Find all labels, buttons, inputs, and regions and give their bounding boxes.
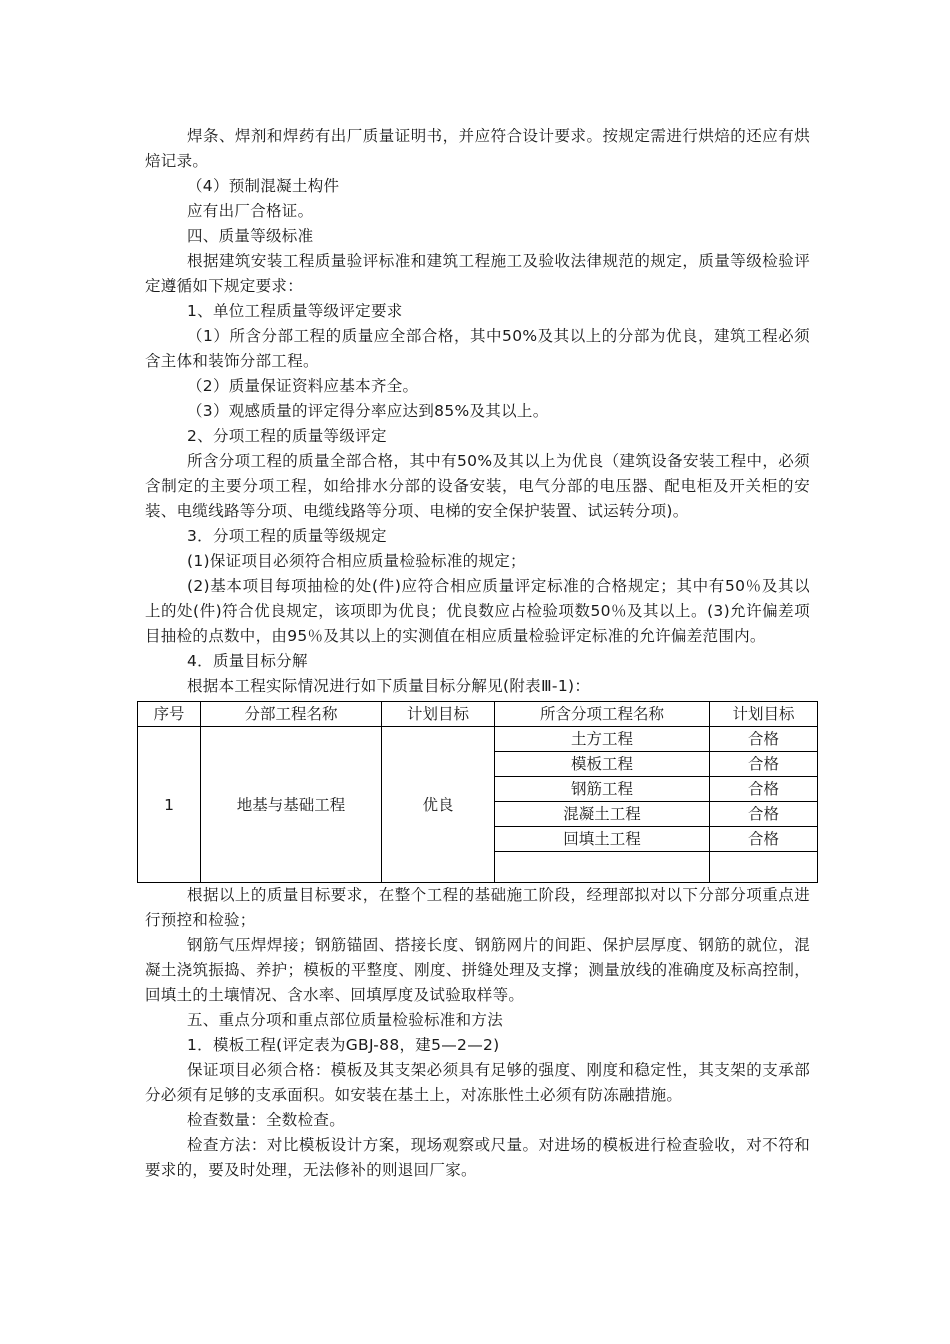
header-cell: 计划目标 (382, 702, 495, 727)
section-heading: 四、质量等级标准 (187, 227, 314, 245)
item-target-cell: 合格 (710, 777, 818, 802)
row-number-cell: 1 (138, 727, 201, 883)
item-name-cell: 回填土工程 (495, 827, 710, 852)
subsection-heading: 4．质量目标分解 (187, 652, 308, 670)
item-name-cell (495, 852, 710, 883)
paragraph: 所含分项工程的质量全部合格，其中有50%及其以上为优良（建筑设备安装工程中，必须含制定的主要分项工程，如给排水分部的设备安装，电气分部的电压器、配电柜及开关柜的安装、电缆线路等分项、电缆线路等分项、电梯的安全保护装置、试运转分项)。 (145, 452, 810, 520)
division-target-cell: 优良 (382, 727, 495, 883)
item-target-cell: 合格 (710, 827, 818, 852)
document-page (145, 124, 810, 1183)
paragraph: 焊条、焊剂和焊药有出厂质量证明书，并应符合设计要求。按规定需进行烘焙的还应有烘焙记录。 (145, 127, 810, 170)
paragraph: 检查数量：全数检查。 (187, 1111, 346, 1129)
paragraph: (2)基本项目每项抽检的处(件)应符合相应质量评定标准的合格规定；其中有50％及其以上的处(件)符合优良规定，该项即为优良；优良数应占检验项数50％及其以上。(3)允许偏差项目抽检的点数中，由95％及其以上的实测值在相应质量检验评定标准的允许偏差范围内。 (145, 577, 810, 645)
paragraph: （4）预制混凝土构件 (187, 177, 340, 195)
subsection-heading: 1、单位工程质量等级评定要求 (187, 302, 403, 320)
paragraph: （3）观感质量的评定得分率应达到85%及其以上。 (187, 402, 549, 420)
item-name-cell: 土方工程 (495, 727, 710, 752)
paragraph: (1)保证项目必须符合相应质量检验标准的规定； (187, 552, 526, 570)
section-heading: 五、重点分项和重点部位质量检验标准和方法 (187, 1011, 504, 1029)
paragraph: 钢筋气压焊焊接；钢筋锚固、搭接长度、钢筋网片的间距、保护层厚度、钢筋的就位，混凝土浇筑振捣、养护；模板的平整度、刚度、拼缝处理及支撑；测量放线的准确度及标高控制，回填土的土壤情况、含水率、回填厚度及试验取样等。 (145, 936, 810, 1004)
table-row (138, 727, 818, 752)
subsection-heading: 3．分项工程的质量等级规定 (187, 527, 387, 545)
paragraph: 保证项目必须合格：模板及其支架必须具有足够的强度、刚度和稳定性，其支架的支承部分必须有足够的支承面积。如安装在基土上，对冻胀性土必须有防冻融措施。 (145, 1061, 810, 1104)
paragraph: （2）质量保证资料应基本齐全。 (187, 377, 419, 395)
item-target-cell: 合格 (710, 802, 818, 827)
item-name-cell: 混凝土工程 (495, 802, 710, 827)
header-cell: 分部工程名称 (201, 702, 382, 727)
paragraph: 应有出厂合格证。 (187, 202, 314, 220)
item-name-cell: 模板工程 (495, 752, 710, 777)
item-target-cell (710, 852, 818, 883)
item-target-cell: 合格 (710, 752, 818, 777)
header-cell: 所含分项工程名称 (495, 702, 710, 727)
paragraph: 检查方法：对比模板设计方案，现场观察或尺量。对进场的模板进行检查验收，对不符和要求的，要及时处理，无法修补的则退回厂家。 (145, 1136, 810, 1179)
paragraph: 根据建筑安装工程质量验评标准和建筑工程施工及验收法律规范的规定，质量等级检验评定遵循如下规定要求： (145, 252, 810, 295)
subsection-heading: 1．模板工程(评定表为GBJ-88，建5—2—2) (187, 1036, 500, 1054)
paragraph: 根据以上的质量目标要求，在整个工程的基础施工阶段，经理部拟对以下分部分项重点进行预控和检验； (145, 886, 810, 929)
subsection-heading: 2、分项工程的质量等级评定 (187, 427, 387, 445)
quality-target-table (137, 701, 818, 883)
division-name-cell: 地基与基础工程 (201, 727, 382, 883)
item-name-cell: 钢筋工程 (495, 777, 710, 802)
table-header-row (138, 702, 818, 727)
paragraph: 根据本工程实际情况进行如下质量目标分解见(附表Ⅲ-1)： (187, 677, 591, 695)
header-cell: 序号 (138, 702, 201, 727)
header-cell: 计划目标 (710, 702, 818, 727)
paragraph: （1）所含分部工程的质量应全部合格，其中50%及其以上的分部为优良，建筑工程必须含主体和装饰分部工程。 (145, 327, 810, 370)
item-target-cell: 合格 (710, 727, 818, 752)
